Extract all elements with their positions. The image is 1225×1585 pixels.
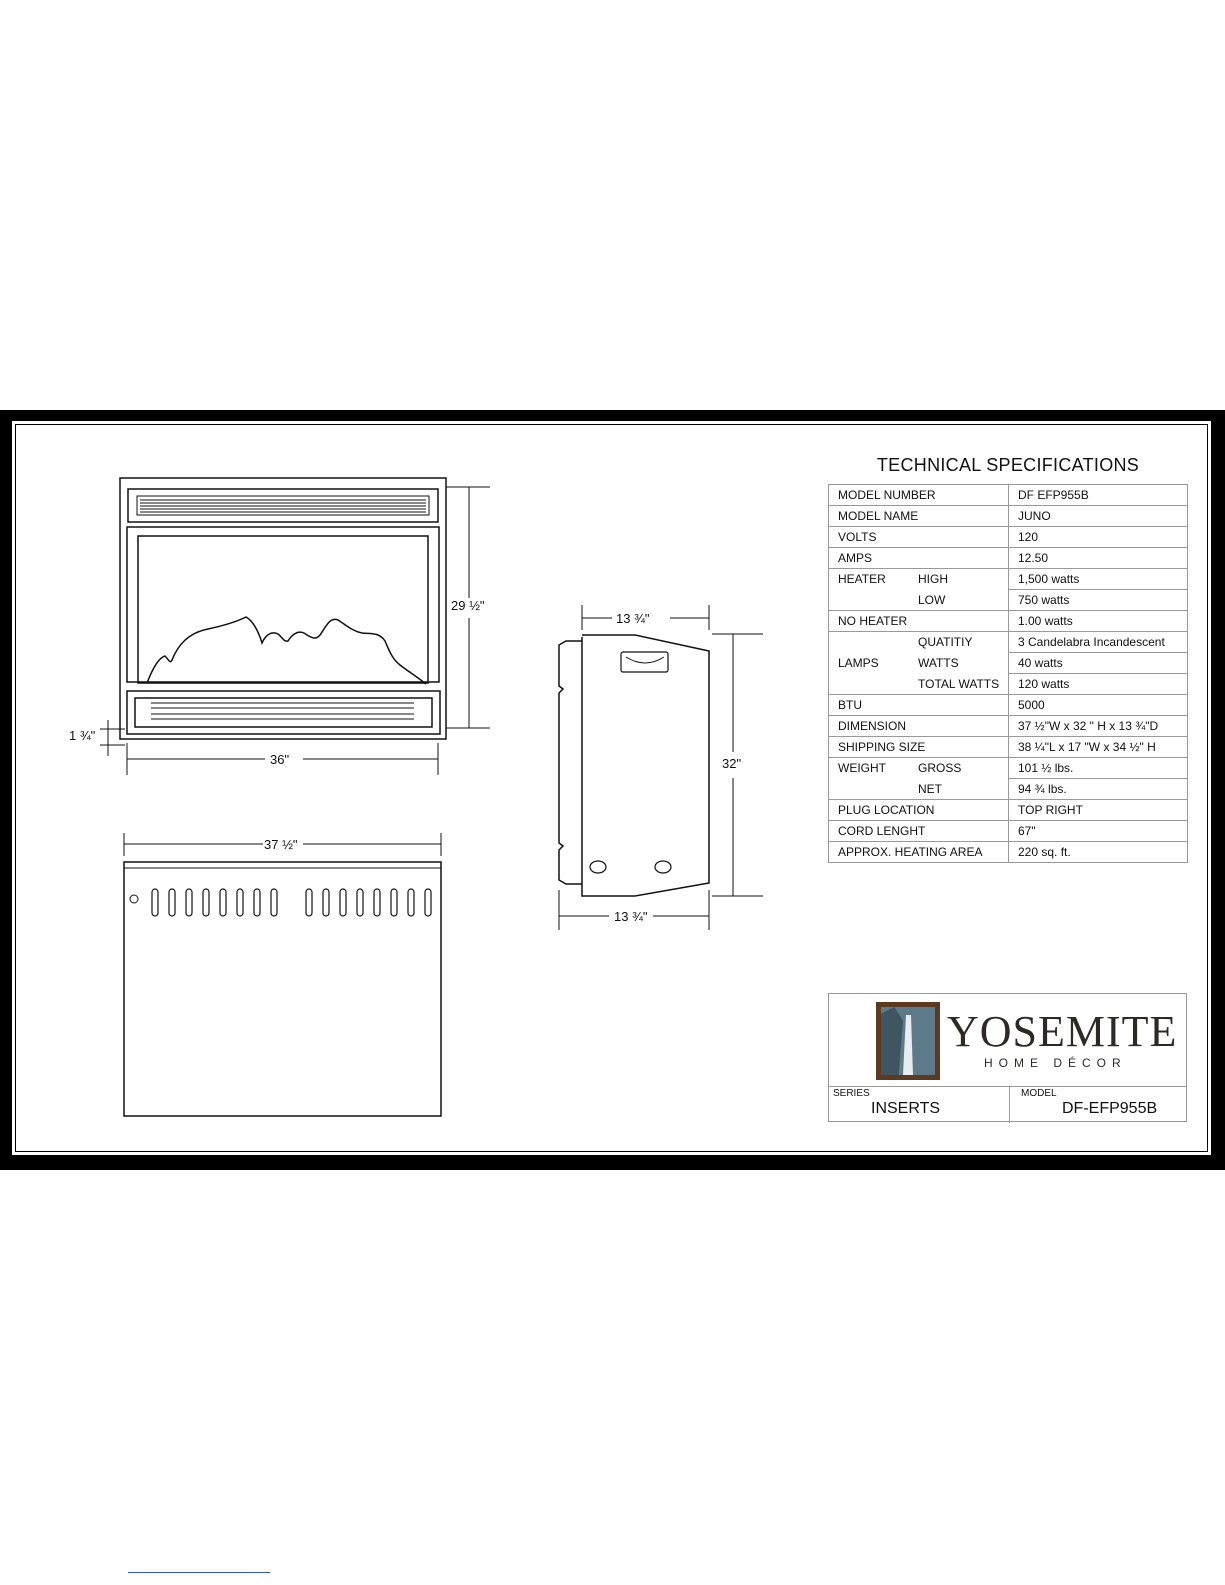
spec-value: 5000 — [1009, 695, 1188, 716]
table-row — [829, 611, 1188, 632]
spec-sublabel: GROSS — [918, 761, 962, 776]
page-link-underline[interactable] — [128, 1572, 270, 1573]
dim-front-height: 29 ½" — [451, 598, 485, 613]
spec-label-group — [829, 569, 1009, 590]
spec-label: DIMENSION — [829, 716, 1009, 737]
table-row — [829, 758, 1188, 779]
spec-label: HEATER — [838, 572, 886, 587]
brand-subtitle: HOME DÉCOR — [984, 1056, 1127, 1070]
spec-value: 12.50 — [1009, 548, 1188, 569]
spec-value: TOP RIGHT — [1009, 800, 1188, 821]
spec-value: 1.00 watts — [1009, 611, 1188, 632]
spec-value: 750 watts — [1009, 590, 1188, 611]
table-row — [829, 737, 1188, 758]
spec-value: 37 ½"W x 32 " H x 13 ¾"D — [1009, 716, 1188, 737]
spec-value: 67" — [1009, 821, 1188, 842]
spec-label: VOLTS — [829, 527, 1009, 548]
spec-label-group — [829, 632, 1009, 653]
table-row — [829, 590, 1188, 611]
table-row — [829, 653, 1188, 674]
table-row — [829, 569, 1188, 590]
spec-label: PLUG LOCATION — [829, 800, 1009, 821]
series-label: SERIES — [833, 1088, 870, 1099]
title-block-vdivider — [1009, 1086, 1010, 1123]
spec-label: WEIGHT — [838, 761, 886, 776]
spec-sublabel: QUATITIY — [918, 635, 973, 650]
table-row — [829, 485, 1188, 506]
model-value: DF-EFP955B — [1062, 1100, 1158, 1117]
spec-value: JUNO — [1009, 506, 1188, 527]
spec-label: SHIPPING SIZE — [829, 737, 1009, 758]
spec-value: 120 watts — [1009, 674, 1188, 695]
spec-value: DF EFP955B — [1009, 485, 1188, 506]
front-view — [100, 478, 490, 775]
spec-label: NO HEATER — [829, 611, 1009, 632]
table-row — [829, 527, 1188, 548]
spec-label-group — [829, 779, 1009, 800]
table-row — [829, 695, 1188, 716]
table-row — [829, 674, 1188, 695]
spec-value: 38 ¼"L x 17 "W x 34 ½" H — [1009, 737, 1188, 758]
spec-table — [828, 484, 1188, 863]
table-row — [829, 800, 1188, 821]
spec-label: CORD LENGHT — [829, 821, 1009, 842]
spec-label: MODEL NUMBER — [829, 485, 1009, 506]
spec-label-group — [829, 674, 1009, 695]
series-value: INSERTS — [871, 1100, 941, 1117]
table-row — [829, 821, 1188, 842]
spec-value: 120 — [1009, 527, 1188, 548]
table-row — [829, 548, 1188, 569]
flame-outline — [147, 617, 426, 684]
spec-value: 3 Candelabra Incandescent — [1009, 632, 1188, 653]
table-row — [829, 779, 1188, 800]
dim-side-height: 32" — [722, 756, 742, 771]
spec-value: 1,500 watts — [1009, 569, 1188, 590]
spec-value: 220 sq. ft. — [1009, 842, 1188, 863]
brand-name: YOSEMITE — [947, 1007, 1178, 1056]
title-block-divider — [829, 1086, 1186, 1087]
spec-label: BTU — [829, 695, 1009, 716]
table-row — [829, 506, 1188, 527]
dim-side-top-depth: 13 ¾" — [616, 611, 650, 626]
top-view — [124, 833, 441, 1116]
spec-sublabel: WATTS — [918, 656, 959, 670]
spec-label: AMPS — [829, 548, 1009, 569]
dim-trim-height: 1 ¾" — [69, 728, 96, 743]
model-label: MODEL — [1021, 1088, 1057, 1099]
table-row — [829, 842, 1188, 863]
table-row — [829, 632, 1188, 653]
spec-sublabel: LOW — [918, 592, 946, 607]
spec-value: 94 ¾ lbs. — [1009, 779, 1188, 800]
spec-title: TECHNICAL SPECIFICATIONS — [876, 455, 1140, 475]
spec-value: 40 watts — [1009, 653, 1188, 674]
spec-sublabel: TOTAL WATTS — [918, 676, 1000, 691]
title-block — [828, 993, 1187, 1122]
spec-label: LAMPS — [838, 656, 879, 670]
table-row — [829, 716, 1188, 737]
spec-value: 101 ½ lbs. — [1009, 758, 1188, 779]
spec-sublabel: NET — [918, 781, 942, 796]
spec-sublabel: HIGH — [918, 572, 948, 587]
dim-front-width: 36" — [270, 752, 290, 767]
spec-label: MODEL NAME — [829, 506, 1009, 527]
spec-label-group — [829, 653, 1009, 674]
spec-label: APPROX. HEATING AREA — [829, 842, 1009, 863]
spec-label-group — [829, 590, 1009, 611]
dim-top-width: 37 ½" — [264, 837, 298, 852]
dim-side-bottom-depth: 13 ¾" — [614, 909, 648, 924]
yosemite-logo-icon — [876, 1002, 940, 1080]
spec-label-group — [829, 758, 1009, 779]
